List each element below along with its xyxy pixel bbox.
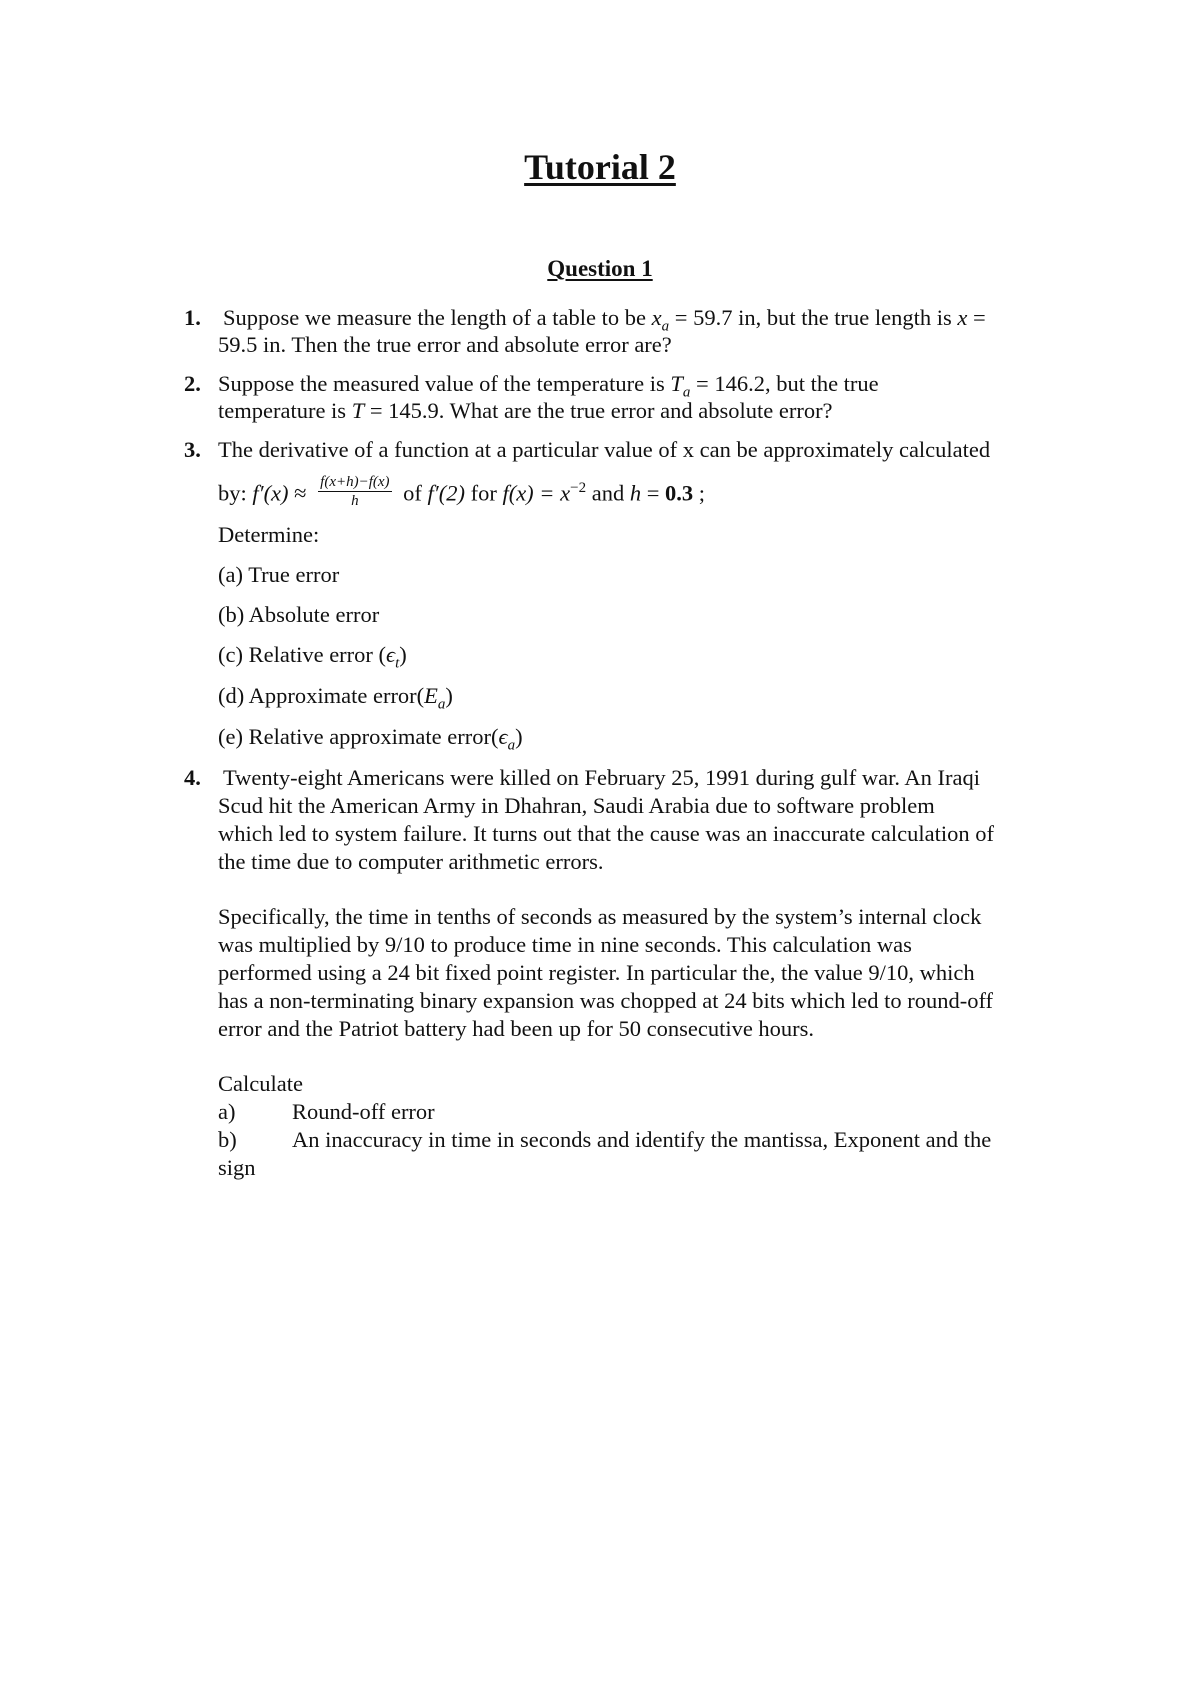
q4-para1-line1: Twenty-eight Americans were killed on February 25, 1991 during gulf war. An Iraqi xyxy=(223,765,980,790)
q2-line1: Suppose the measured value of the temperature is $T_a = 146.2$, but the true xyxy=(218,371,879,401)
q2-number: 2. xyxy=(184,371,201,396)
q4-b-text2: sign xyxy=(218,1155,256,1180)
q2-line2: temperature is T = 145.9. What are the true error and absolute error? xyxy=(218,398,833,423)
q4-para1-line3: which led to system failure. It turns out that the cause was an inaccurate calculation of xyxy=(218,821,994,846)
derivative-fraction: $\frac{f(x+h)-f(x)}{h}$ xyxy=(320,473,390,509)
q4-para2-line3: performed using a 24 bit fixed point register. In particular the, the value 9/10, which xyxy=(218,960,975,985)
q3-part-b: (b) Absolute error xyxy=(218,602,380,627)
page-title: Tutorial 2 xyxy=(524,147,676,187)
q4-para1-line2: Scud hit the American Army in Dhahran, Saudi Arabia due to software problem xyxy=(218,793,935,818)
q4-a-label: a) xyxy=(218,1099,236,1124)
q3-formula-line: by: f′(x) ≈ $\frac{f(x+h)-f(x)}{h}$ of f′(2) for $f(x) = x^{-2}$ and h = 0.3 ; xyxy=(218,473,706,509)
q3-number: 3. xyxy=(184,437,201,462)
q4-para1-line4: the time due to computer arithmetic errors. xyxy=(218,849,604,874)
q1-line2: 59.5 in. Then the true error and absolute error are? xyxy=(218,332,672,357)
q4-a-text: Round-off error xyxy=(292,1099,435,1124)
q4-b-text: An inaccuracy in time in seconds and identify the mantissa, Exponent and the xyxy=(292,1127,992,1152)
q4-para2-line5: error and the Patriot battery had been up for 50 consecutive hours. xyxy=(218,1016,815,1041)
q3-determine: Determine: xyxy=(218,522,320,547)
q3-part-a: (a) True error xyxy=(218,562,340,587)
q3-part-e: (e) Relative approximate $error(\epsilon_a)$ xyxy=(218,724,523,754)
q3-part-d: (d) Approximate $error(E_a)$ xyxy=(218,683,453,713)
q4-b-label: b) xyxy=(218,1127,237,1152)
q4-para2-line2: was multiplied by 9/10 to produce time in nine seconds. This calculation was xyxy=(218,932,912,957)
q1-line1: Suppose we measure the length of a table to be $x_a = 59.7$ in, but the true length is x = xyxy=(223,305,986,335)
question-heading: Question 1 xyxy=(547,256,653,281)
q3-part-c: (c) Relative error $(\epsilon_t)$ xyxy=(218,642,407,672)
q3-line1: The derivative of a function at a particular value of x can be approximately calculated xyxy=(218,437,991,462)
q1-number: 1. xyxy=(184,305,201,330)
q4-number: 4. xyxy=(184,765,201,790)
q4-para2-line1: Specifically, the time in tenths of seconds as measured by the system’s internal clock xyxy=(218,904,982,929)
q4-calculate: Calculate xyxy=(218,1071,303,1096)
q4-para2-line4: has a non-terminating binary expansion was chopped at 24 bits which led to round-off xyxy=(218,988,994,1013)
